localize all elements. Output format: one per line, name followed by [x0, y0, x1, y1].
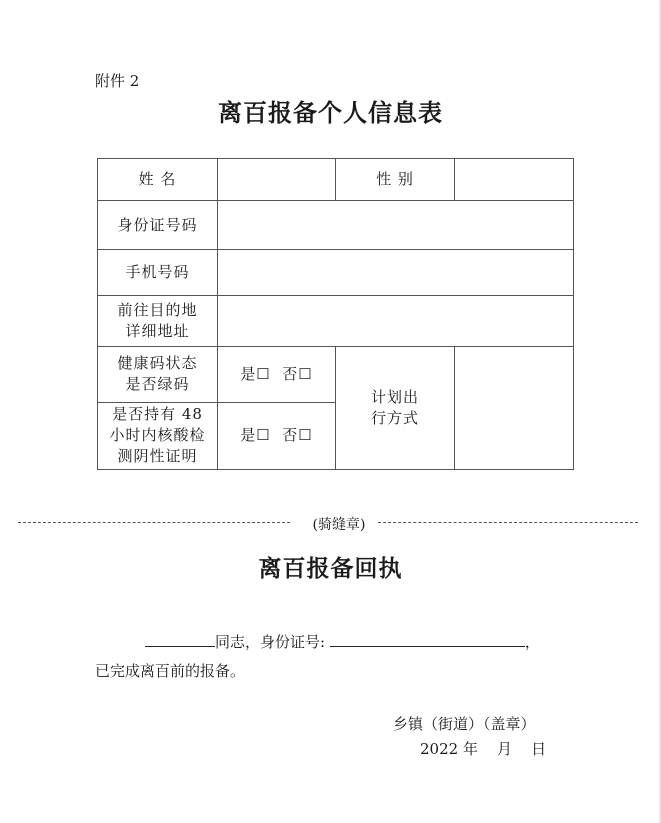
gender-label: 性 别 [336, 159, 455, 201]
comma: ， [524, 633, 540, 651]
gender-field[interactable] [455, 159, 574, 201]
travel-mode-label [336, 346, 455, 469]
id-number-blank[interactable] [330, 630, 525, 647]
name-label: 姓 名 [98, 159, 218, 201]
completed-text: 已完成离百前的报备。 [95, 662, 246, 680]
yes-option-label: 是 [240, 364, 257, 383]
health-code-choice [218, 346, 336, 402]
travel-mode-label-line: 行方式 [370, 408, 419, 427]
form-title: 离百报备个人信息表 [218, 98, 443, 127]
id-number-field[interactable] [218, 201, 574, 250]
seal-label: (骑缝章) [312, 517, 366, 533]
travel-mode-field[interactable] [455, 346, 574, 469]
destination-label [98, 296, 218, 346]
phone-label: 手机号码 [98, 250, 218, 296]
destination-field[interactable] [218, 296, 574, 346]
health-code-label-line: 健康码状态 [117, 354, 198, 373]
table-row [98, 346, 574, 402]
info-table [97, 158, 574, 470]
table-row [98, 296, 574, 346]
yes-option-label: 是 [240, 426, 257, 445]
dashed-line-left [18, 522, 290, 523]
travel-mode-label-line: 计划出 [370, 387, 419, 406]
attachment-label: 附件 2 [95, 72, 140, 90]
table-row [98, 159, 574, 201]
yes-checkbox[interactable]: ☐ [256, 364, 271, 383]
yes-checkbox[interactable]: ☐ [256, 426, 271, 445]
destination-label-line: 详细地址 [125, 322, 190, 340]
name-field[interactable] [218, 159, 336, 201]
no-checkbox[interactable]: ☐ [298, 364, 313, 383]
phone-field[interactable] [218, 250, 574, 296]
comrade-text: 同志，身份证号: [215, 633, 326, 651]
receipt-line [145, 630, 540, 652]
nucleic-test-label-line: 是否持有 48 [112, 405, 203, 424]
health-code-label [98, 346, 218, 402]
receipt-title: 离百报备回执 [258, 555, 403, 582]
seal-divider [18, 514, 638, 533]
no-option-label: 否 [282, 426, 299, 445]
no-checkbox[interactable]: ☐ [298, 426, 313, 445]
town-seal-text: 乡镇（街道）（盖章） [393, 715, 536, 733]
nucleic-test-label [98, 402, 218, 469]
no-option-label: 否 [282, 364, 299, 383]
nucleic-test-choice [218, 402, 336, 469]
table-row [98, 201, 574, 250]
id-number-label: 身份证号码 [98, 201, 218, 250]
destination-label-line: 前往目的地 [117, 301, 198, 319]
date-text: 2022 年 月 日 [420, 740, 547, 758]
nucleic-test-label-line: 小时内核酸检 [109, 426, 206, 445]
dashed-line-right [378, 522, 638, 523]
health-code-label-line: 是否绿码 [125, 375, 190, 394]
nucleic-test-label-line: 测阴性证明 [117, 447, 198, 466]
name-blank[interactable] [145, 630, 215, 647]
table-row [98, 250, 574, 296]
